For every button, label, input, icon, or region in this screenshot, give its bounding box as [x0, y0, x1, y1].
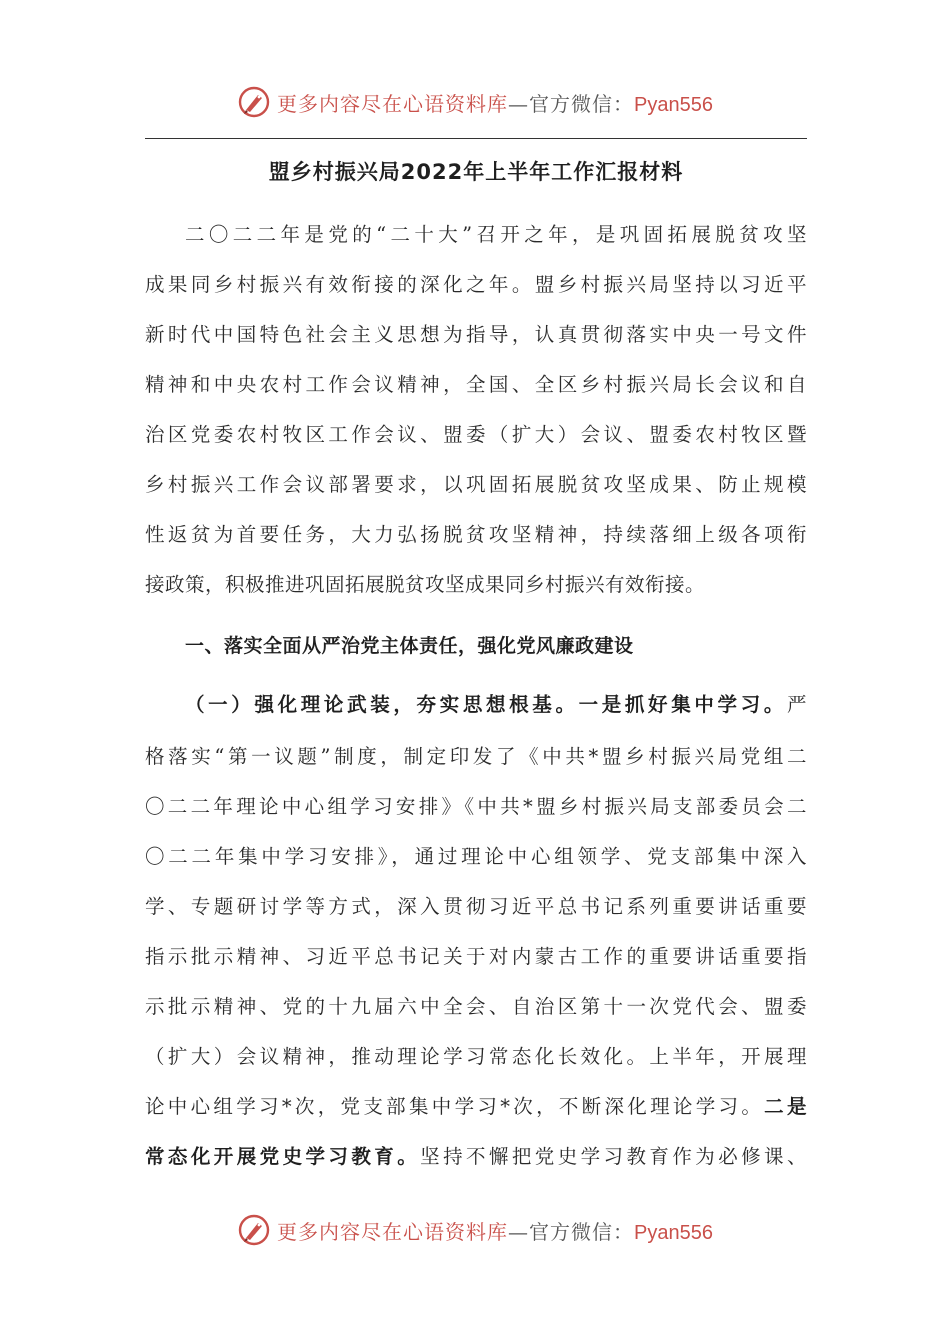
- intro-line: 治区党委农村牧区工作会议、盟委（扩大）会议、盟委农村牧区暨: [145, 423, 807, 446]
- intro-line: 新时代中国特色社会主义思想为指导，认真贯彻落实中央一号文件: [145, 323, 807, 346]
- body-line-mixed: [145, 1084, 807, 1134]
- body-text: 论中心组学习*次，党支部集中学习*次，不断深化理论学习。: [145, 1095, 765, 1118]
- body-line-mixed: [145, 1134, 807, 1184]
- subsection-heading: （一）强化理论武装，夯实思想根基。一是抓好集中学习。: [185, 693, 787, 716]
- lead-tail: 严: [786, 693, 807, 716]
- header-divider: [145, 138, 807, 139]
- body-line: 学、专题研讨学等方式，深入贯彻习近平总书记系列重要讲话重要: [145, 895, 807, 918]
- header-watermark-banner: [0, 82, 950, 122]
- body-line: 指示批示精神、习近平总书记关于对内蒙古工作的重要讲话重要指: [145, 945, 807, 968]
- intro-line: 二〇二二年是党的“二十大”召开之年，是巩固拓展脱贫攻坚: [185, 223, 807, 246]
- body-line: 格落实“第一议题”制度，制定印发了《中共*盟乡村振兴局党组二: [145, 745, 807, 768]
- body-line: 〇二二年理论中心组学习安排》《中共*盟乡村振兴局支部委员会二: [145, 795, 807, 818]
- subsection-lead-line: [145, 676, 807, 734]
- document-body: [145, 212, 807, 1184]
- body-line: （扩大）会议精神，推动理论学习常态化长效化。上半年，开展理: [145, 1045, 807, 1068]
- footer-watermark-banner: [0, 1210, 950, 1250]
- body-line: 〇二二年集中学习安排》，通过理论中心组领学、党支部集中深入: [145, 845, 807, 868]
- pen-nib-logo-icon: [237, 1213, 271, 1247]
- banner-text: 更多内容尽在心语资料库—官方微信：Pyan556: [277, 91, 713, 116]
- body-line: 示批示精神、党的十九届六中全会、自治区第十一次党代会、盟委: [145, 995, 807, 1018]
- intro-line: 乡村振兴工作会议部署要求，以巩固拓展脱贫攻坚成果、防止规模: [145, 473, 807, 496]
- bold-marker: 二是: [764, 1095, 807, 1118]
- bold-lead: 常态化开展党史学习教育。: [145, 1145, 421, 1168]
- document-title: 盟乡村振兴局2022年上半年工作汇报材料: [268, 160, 684, 184]
- body-text: 坚持不懈把党史学习教育作为必修课、: [420, 1145, 807, 1168]
- section-heading: 一、落实全面从严治党主体责任，强化党风廉政建设: [185, 635, 634, 657]
- intro-line: 性返贫为首要任务，大力弘扬脱贫攻坚精神，持续落细上级各项衔: [145, 523, 807, 546]
- pen-nib-logo-icon: [237, 85, 271, 119]
- banner-text: 更多内容尽在心语资料库—官方微信：Pyan556: [277, 1219, 713, 1244]
- intro-line: 接政策，积极推进巩固拓展脱贫攻坚成果同乡村振兴有效衔接。: [145, 573, 706, 596]
- intro-line: 精神和中央农村工作会议精神，全国、全区乡村振兴局长会议和自: [145, 373, 807, 396]
- intro-line: 成果同乡村振兴有效衔接的深化之年。盟乡村振兴局坚持以习近平: [145, 273, 807, 296]
